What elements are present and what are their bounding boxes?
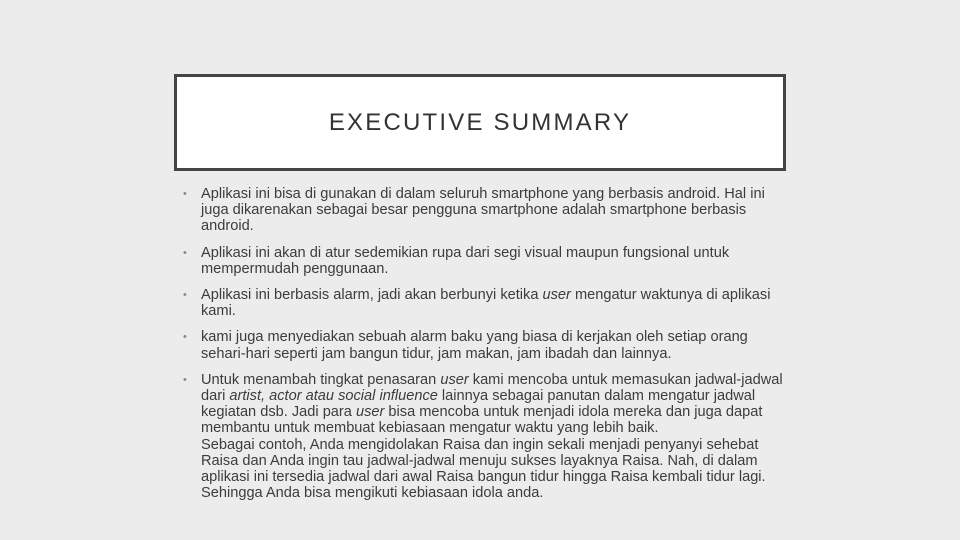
bullet-paragraph bbox=[201, 372, 783, 437]
bullet-text-part: Untuk menambah tingkat penasaran bbox=[201, 371, 441, 388]
bullet-text-part: Aplikasi ini berbasis alarm, jadi akan berbunyi ketika bbox=[201, 287, 543, 304]
bullet-icon: • bbox=[183, 289, 187, 302]
bullet-icon: • bbox=[183, 188, 187, 200]
bullet-text-italic: user bbox=[542, 287, 571, 304]
bullet-text-part: lainnya sebagai panutan dalam mengatur jadwal kegiatan dsb. Jadi para bbox=[201, 388, 756, 421]
bullet-text: Aplikasi ini akan di atur sedemikian rupa dari segi visual maupun fungsional untuk mempermudah penggunaan. bbox=[201, 244, 730, 277]
bullet-text-italic: user bbox=[440, 371, 469, 388]
bullet-item bbox=[183, 287, 783, 319]
bullet-text: Aplikasi ini bisa di gunakan di dalam seluruh smartphone yang berbasis android. Hal ini juga dikarenakan sebagai besar pengguna smartphone adalah smartphone berbasis android. bbox=[201, 186, 765, 235]
bullet-paragraph-2: Sebagai contoh, Anda mengidolakan Raisa dan ingin sekali menjadi penyanyi sehebat Raisa dan Anda ingin tau jadwal-jadwal menuju sukses layaknya Raisa. Nah, di dalam aplikasi ini tersedia jadwal dari awal Raisa bangun tidur hingga Raisa kembali tidur lagi. Sehingga Anda bisa mengikuti kebiasaan idola anda. bbox=[201, 436, 766, 502]
bullet-item bbox=[183, 372, 783, 502]
bullet-text-part: mengatur waktunya di aplikasi kami. bbox=[201, 287, 771, 320]
bullet-text-italic: artist, actor atau social influence bbox=[229, 388, 438, 405]
title-box bbox=[174, 74, 786, 171]
bullet-text-italic: user bbox=[355, 404, 385, 421]
bullet-item bbox=[183, 245, 783, 277]
bullet-icon: • bbox=[183, 246, 187, 259]
bullet-text: kami juga menyediakan sebuah alarm baku yang biasa di kerjakan oleh setiap orang sehari-hari seperti jam bangun tidur, jam makan, jam ibadah dan lainnya. bbox=[201, 329, 748, 362]
bullet-item bbox=[183, 186, 783, 235]
bullet-icon: • bbox=[183, 331, 187, 344]
slide-title: EXECUTIVE SUMMARY bbox=[328, 108, 632, 136]
bullet-list bbox=[183, 186, 783, 511]
bullet-icon: • bbox=[183, 373, 187, 386]
bullet-text-part: kami mencoba untuk memasukan jadwal-jadwal dari bbox=[201, 371, 783, 405]
bullet-text-part: bisa mencoba untuk menjadi idola mereka dan juga dapat membantu untuk membuat kebiasaan mengatur waktu yang lebih baik. bbox=[201, 404, 763, 437]
bullet-item bbox=[183, 329, 783, 361]
